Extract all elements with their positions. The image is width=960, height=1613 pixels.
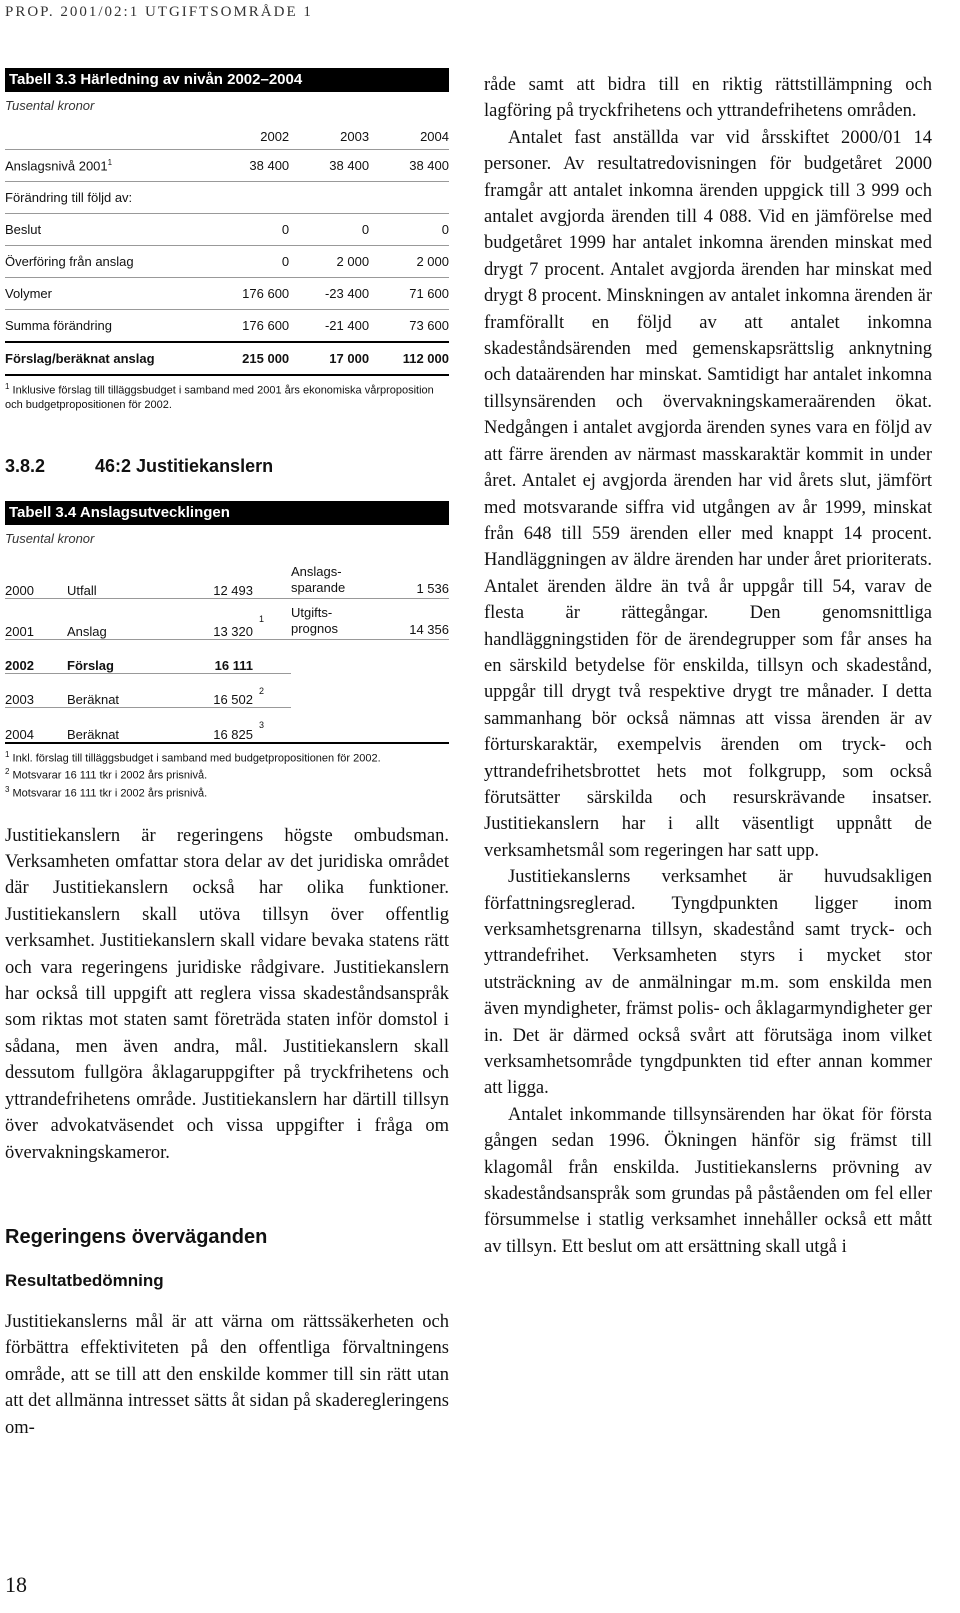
table-3-3-title: Tabell 3.3 Härledning av nivån 2002–2004 [5, 68, 449, 92]
year-cell: 2001 [5, 598, 67, 639]
year-cell: 2000 [5, 554, 67, 599]
table-row [5, 310, 449, 343]
label-cell: Utfall [67, 554, 177, 599]
amount-cell: 12 493 [177, 554, 257, 599]
footnote-ref: 1 [107, 157, 113, 167]
label-cell: Beräknat [67, 708, 177, 743]
cell: 215 000 [209, 342, 289, 375]
row-label: Överföring från anslag [5, 246, 209, 278]
body-paragraph: Justitiekanslern är regeringens högste ombudsman. Verksamheten omfattar stora delar av det juridiska området där Justitiekanslern också har olika funktioner. Justitiekanslern skall utöva tillsyn över offentlig verksamhet. Justitiekanslern skall vidare bevaka statens rätt och vara regeringens juridiske rådgivare. Justitiekanslern har också till uppgift att reglera vissa skadeståndsanspråk som riktas mot staten samt företräda staten inför domstol i sådana, men även andra, mål. Justitiekanslern skall dessutom fullgöra åklagaruppgifter på tryckfrihetens och yttrandefrihetens område. Justitiekanslern har därtill tillsyn över advokatväsendet och vissa uppgifter i fråga om övervakningskameror. [5, 825, 449, 1163]
footnote-ref [257, 639, 291, 674]
table-3-3-footnote: $^1$ Inklusive förslag till tilläggsbudget i samband med 2001 års ekonomiska vårproposition och budgetpropositionen för 2002. [5, 382, 434, 411]
table-row [5, 150, 449, 182]
cell [369, 182, 449, 214]
side-value [381, 639, 449, 674]
section-title: 46:2 Justitiekanslern [95, 455, 274, 476]
cell: 0 [289, 214, 369, 246]
row-label: Förslag/beräknat anslag [5, 342, 209, 375]
amount-cell: 16 111 [177, 639, 257, 674]
cell: -23 400 [289, 278, 369, 310]
footnote: $^3$ Motsvarar 16 111 tkr i 2002 års prisnivå. [5, 784, 208, 800]
cell: 112 000 [369, 342, 449, 375]
footnote-ref: 1 [257, 598, 291, 639]
cell: 2 000 [289, 246, 369, 278]
heading-resultatbedomning: Resultatbedömning [5, 1270, 164, 1290]
cell: 176 600 [209, 310, 289, 343]
cell: 17 000 [289, 342, 369, 375]
amount-cell: 16 825 [177, 708, 257, 743]
body-paragraph: Antalet fast anställda var vid årsskiftet 2000/01 14 personer. Av resultatredovisningen för budgetåret 2000 framgår att antalet inkomna ärenden uppgick till 3 999 och antalet avgjorda ärenden till 4 088. Vid en jämförelse med budgetåret 1999 har antalet inkomna ärenden minskat med drygt 7 procent. Antalet avgjorda ärenden har minskat med drygt 8 procent. Minskningen av antalet inkomna ärenden är framförallt en följd av att antalet inkomna skadeståndsärenden med gemenskapsrättslig anknytning och dataärenden har minskat. Samtidigt har antalet inkomna tillsynsärenden och övervakningskameraärenden ökat. Nedgången i antalet avgjorda ärenden synes vara en följd av att färre ärenden av närmast masskaraktär kommit in under året. Antalet ej avgjorda ärenden har vid årets slut, jämfört med motsvarande siffra vid utgången av år 1999, minskat från 648 till 559 ärenden eller med knappt 14 procent. Handläggningen av äldre ärenden har under året prioriterats. Antalet ärenden äldre än två år uppgår till 54, varav de flesta är rättegångar. Den genomsnittliga handläggningstiden för de ärendegrupper som får anses ha en särskild betydelse för enskilda, tillsyn och skadestånd, uppgår till drygt två respektive drygt tre månader. I detta sammanhang bör också nämnas att vissa ärenden är av förturskaraktär, exempelvis ärenden om tryck- och yttrandefrihetsbrottet hets mot folkgrupp, som också förutsätter särskilda och resurskrävande insatser. Justitiekanslern har i allt väsentligt uppnått de verksamhetsmål som regeringen har satt upp. [484, 127, 932, 861]
table-3-3-subtitle: Tusental kronor [5, 98, 95, 113]
label-cell: Anslag [67, 598, 177, 639]
cell: 176 600 [209, 278, 289, 310]
body-paragraph: råde samt att bidra till en riktig rättstillämpning och lagföring på tryckfrihetens och yttrandefrihetens områden. [484, 75, 932, 122]
year-cell: 2003 [5, 674, 67, 708]
row-label: Beslut [5, 214, 209, 246]
cell: 38 400 [289, 150, 369, 182]
table-header-row [5, 123, 449, 150]
table-row [5, 182, 449, 214]
cell: 71 600 [369, 278, 449, 310]
left-column [5, 68, 449, 1441]
label-cell: Förslag [67, 639, 177, 674]
right-column [484, 72, 932, 1260]
cell: 0 [369, 214, 449, 246]
cell: 2 000 [369, 246, 449, 278]
side-value [381, 708, 449, 743]
footnote-ref [257, 554, 291, 599]
side-value [381, 674, 449, 708]
amount-cell: 13 320 [177, 598, 257, 639]
footnote: $^2$ Motsvarar 16 111 tkr i 2002 års prisnivå. [5, 767, 208, 782]
side-label [291, 708, 381, 743]
side-label [291, 639, 381, 674]
cell: 38 400 [369, 150, 449, 182]
section-number: 3.8.2 [5, 455, 46, 476]
cell: 73 600 [369, 310, 449, 343]
table-row [5, 246, 449, 278]
table-row [5, 708, 449, 743]
table-total-row [5, 342, 449, 375]
body-paragraph: Justitiekanslerns mål är att värna om rättssäkerheten och förbättra effektiviteten på den offentliga förvaltningens område, att se till att den enskilde kommer till sin rätt utan att det allmänna intresset sätts åt sidan på skaderegleringens om- [5, 1311, 449, 1438]
table-row [5, 674, 449, 708]
table-row [5, 554, 449, 599]
row-label: Förändring till följd av: [5, 182, 209, 214]
page-number: 18 [5, 1572, 27, 1597]
cell: 38 400 [209, 150, 289, 182]
table-row [5, 214, 449, 246]
cell: -21 400 [289, 310, 369, 343]
heading-regeringens-overvaganden: Regeringens överväganden [5, 1225, 268, 1248]
table-3-4-subtitle: Tusental kronor [5, 530, 95, 546]
header-cell: 2003 [289, 123, 369, 150]
row-label: Summa förändring [5, 310, 209, 343]
table-3-4-title: Tabell 3.4 Anslagsutvecklingen [5, 501, 449, 525]
label-cell: Beräknat [67, 674, 177, 708]
table-row [5, 598, 449, 639]
cell: 0 [209, 246, 289, 278]
cell: 0 [209, 214, 289, 246]
footnote: $^1$ Inkl. förslag till tilläggsbudget i samband med budgetpropositionen för 2002. [5, 749, 381, 765]
side-value: 1 536 [381, 554, 449, 599]
side-label: Utgifts- prognos [291, 598, 381, 639]
cell [209, 182, 289, 214]
table-3-4 [5, 554, 449, 744]
footnote-ref: 3 [257, 708, 291, 743]
side-value: 14 356 [381, 598, 449, 639]
side-label: Anslags- sparande [291, 554, 381, 599]
table-3-4-footnotes [5, 748, 449, 801]
row-label: Volymer [5, 278, 209, 310]
header-cell: 2004 [369, 123, 449, 150]
footnote-ref: 2 [257, 674, 291, 708]
table-3-3 [5, 123, 449, 376]
body-paragraph: Justitiekanslerns verksamhet är huvudsakligen författningsreglerad. Tyngdpunkten ligger inom verksamhetsgrenarna tillsyn, skadestånd samt tryck- och yttrandefrihet. Verksamheten styrs i mycket stor utsträckning av de anmälningar m.m. som enskilda men även myndigheter, främst polis- och åklagarmyndigheter ger in. Det är därmed också svårt att förutsäga inom vilket verksamhetsområde tyngdpunkten tid efter annan kommer att ligga. [484, 867, 932, 1099]
running-head: PROP. 2001/02:1 UTGIFTSOMRÅDE 1 [5, 4, 313, 20]
table-row [5, 639, 449, 674]
header-cell: 2002 [209, 123, 289, 150]
year-cell: 2004 [5, 708, 67, 743]
amount-cell: 16 502 [177, 674, 257, 708]
header-cell [5, 123, 209, 150]
side-label [291, 674, 381, 708]
table-row [5, 278, 449, 310]
section-heading [5, 456, 449, 477]
cell [289, 182, 369, 214]
body-paragraph: Antalet inkommande tillsynsärenden har ökat för första gången sedan 1996. Ökningen hänför sig främst till klagomål från enskilda. Justitiekanslerns prövning av skadeståndsanspråk som grundas på påståenden om fel eller försummelse i statlig verksamhet innehåller också ett mått av tillsyn. Ett beslut om att ersättning skall utgå i [484, 1104, 932, 1257]
row-label: Anslagsnivå 2001$^1$ [5, 150, 209, 182]
year-cell: 2002 [5, 639, 67, 674]
